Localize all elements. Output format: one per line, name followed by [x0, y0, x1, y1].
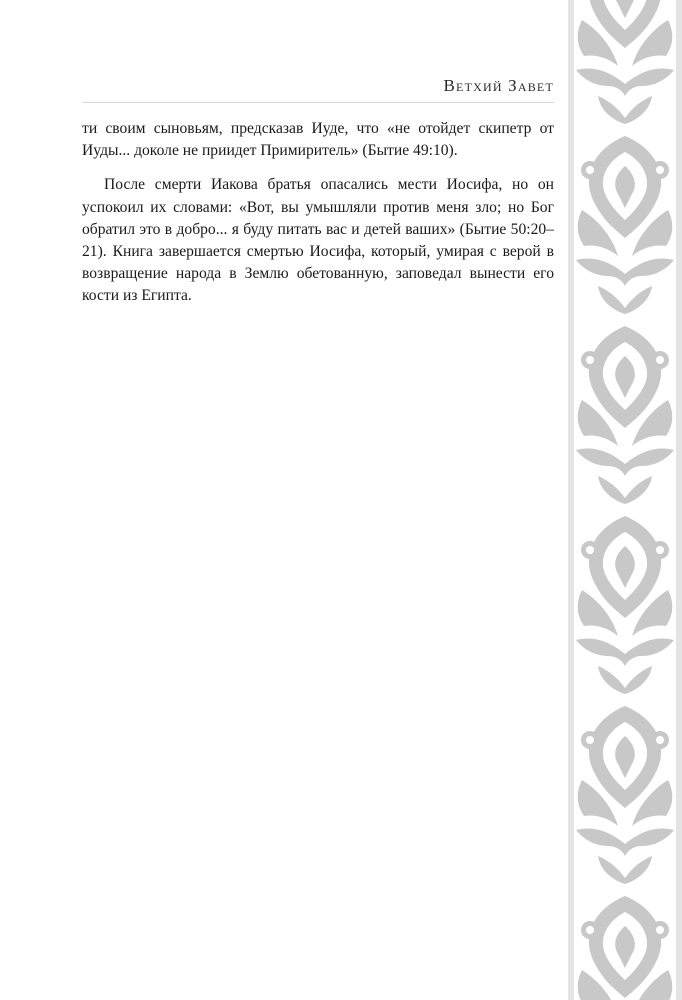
paragraph: После смерти Иакова братья опасались мести Иосифа, но он успокоил их словами: «Вот, вы умышляли против меня зло; но Бог обратил это в добро... я буду питать вас и детей ваших» (Бытие 50:20–21). Книга завершается смертью Иосифа, который, умирая с верой в возвращение народа в Землю обетованную, заповедал вынести его кости из Египта.: [82, 176, 554, 305]
ornamental-border: [568, 0, 682, 1000]
paragraph: ти своим сыновьям, предсказав Иуде, что «не отойдет скипетр от Иуды... доколе не приидет Примиритель» (Бытие 49:10).: [82, 120, 554, 160]
body-text: [82, 118, 554, 320]
running-title: Ветхий Завет: [443, 76, 554, 95]
running-header: [82, 72, 554, 103]
